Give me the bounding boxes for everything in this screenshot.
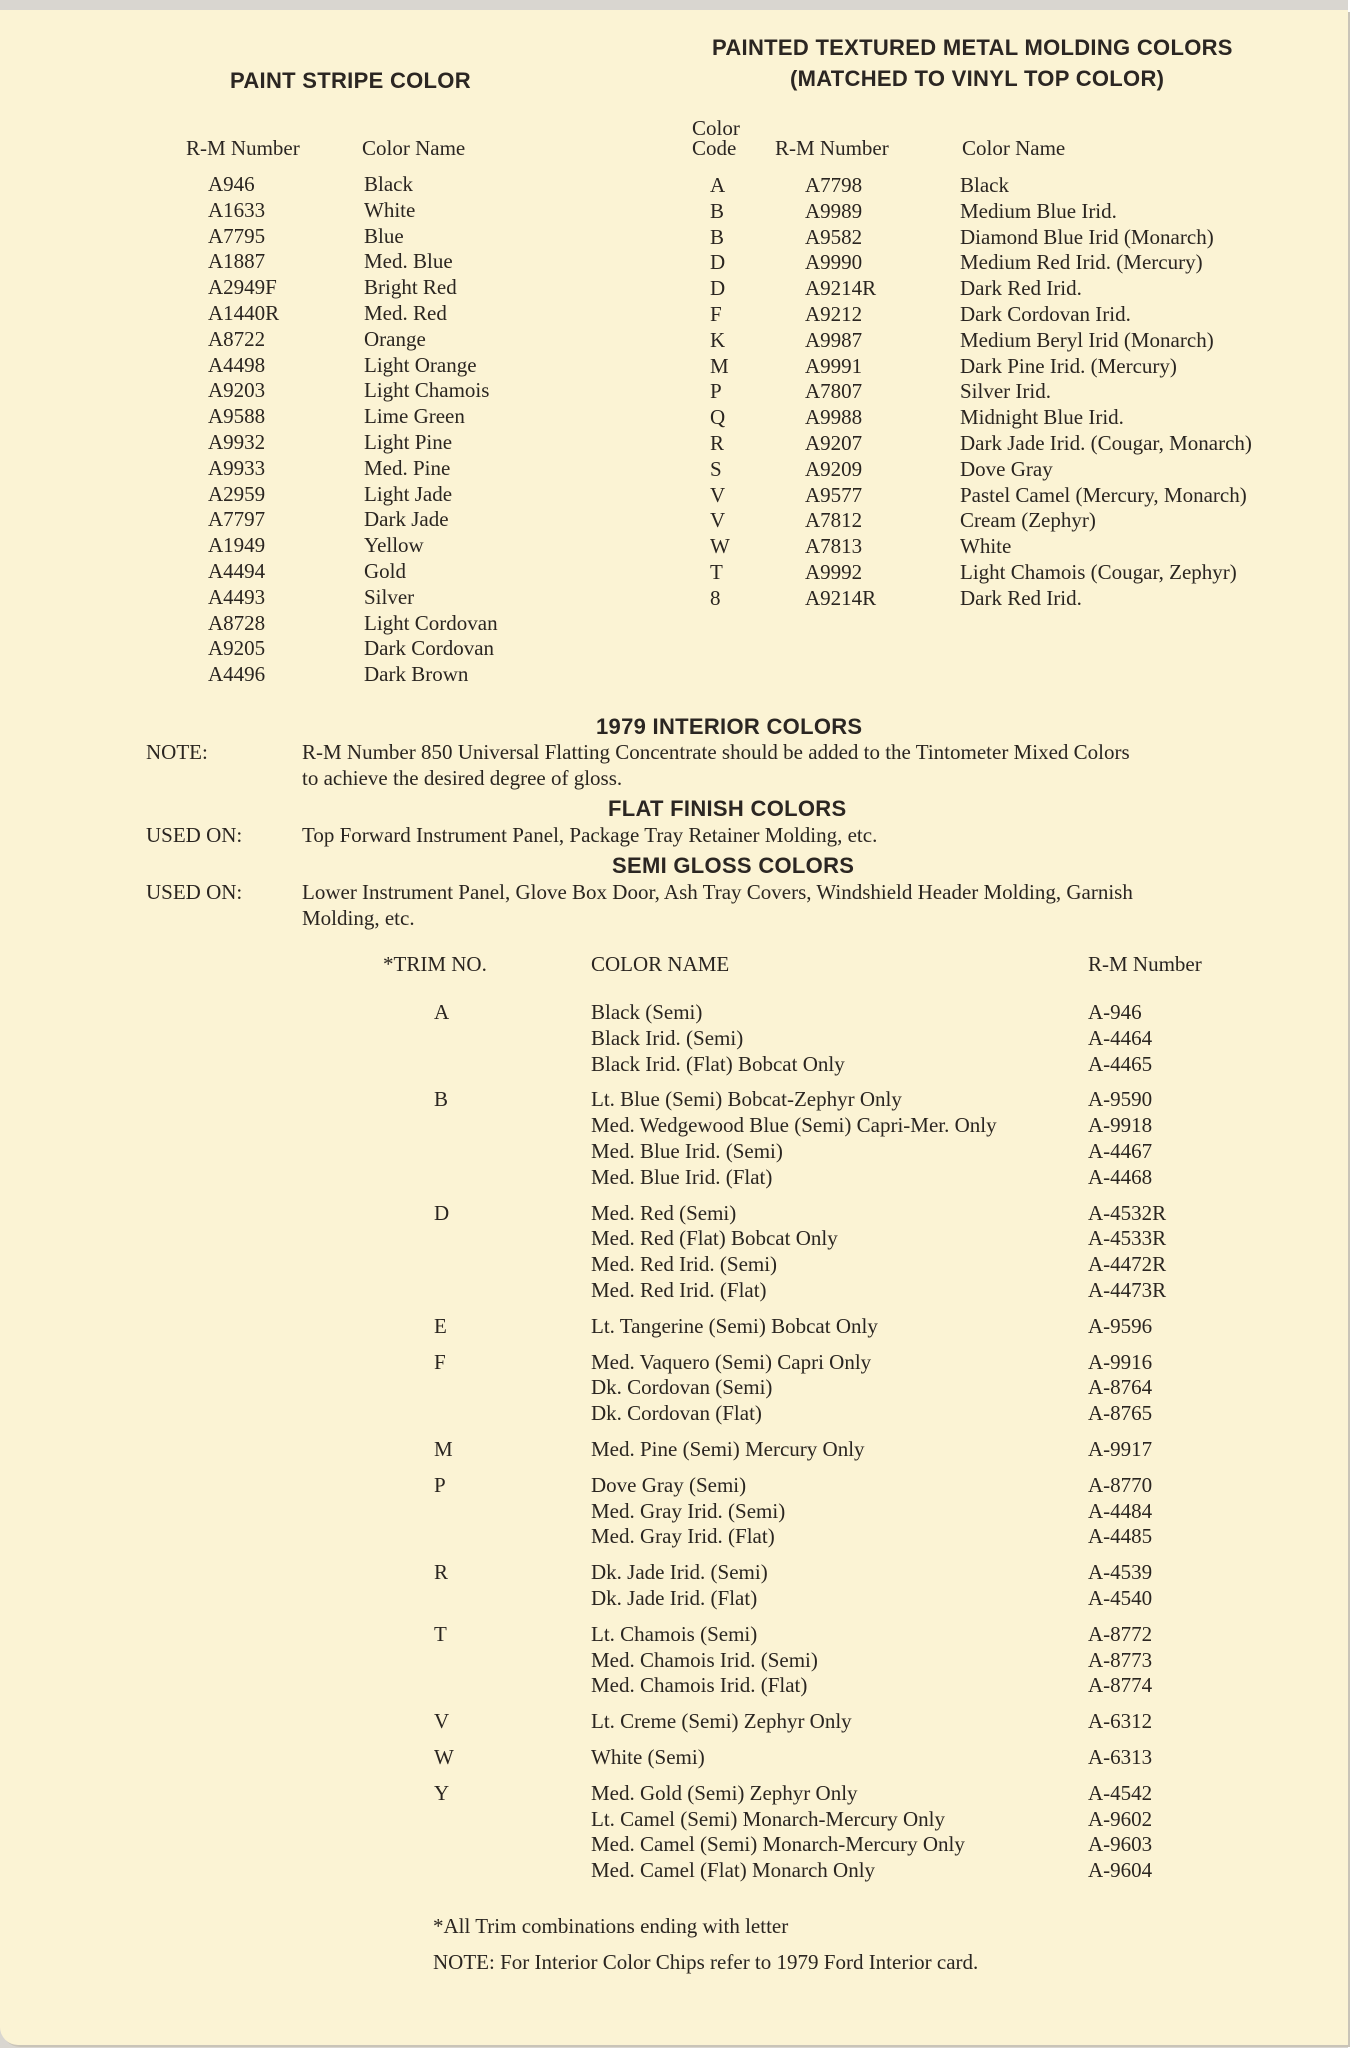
molding-name-cell: Silver Irid. xyxy=(960,379,1051,404)
trim-color-name: Med. Wedgewood Blue (Semi) Capri-Mer. Only xyxy=(591,1113,997,1138)
trim-number: V xyxy=(434,1709,450,1734)
trim-rm-number: A-946 xyxy=(1088,1000,1142,1024)
flat-finish-title: FLAT FINISH COLORS xyxy=(608,796,847,821)
molding-name-cell: Medium Blue Irid. xyxy=(960,198,1117,223)
page-edge xyxy=(1348,0,1358,2048)
molding-name-cell: Pastel Camel (Mercury, Monarch) xyxy=(960,482,1247,507)
molding-rm-cell: A7813 xyxy=(805,534,863,559)
paint-stripe-name-cell: Med. Pine xyxy=(364,455,451,480)
trim-rm-number: A-6313 xyxy=(1088,1745,1153,1769)
trim-number: P xyxy=(434,1472,446,1497)
molding-name-cell: Diamond Blue Irid (Monarch) xyxy=(960,224,1214,249)
trim-number: R xyxy=(434,1560,449,1585)
molding-name-column xyxy=(960,173,1252,612)
trim-color-name: Med. Camel (Flat) Monarch Only xyxy=(591,1858,876,1883)
trim-color-name: White (Semi) xyxy=(591,1745,705,1769)
trim-rm-number: A-8773 xyxy=(1088,1647,1153,1672)
paint-stripe-name-cell: Gold xyxy=(364,558,406,583)
trim-rm-number: A-4539 xyxy=(1088,1560,1153,1585)
semi-gloss-used-on-label: USED ON: xyxy=(146,880,243,904)
paint-stripe-rm-cell: A1633 xyxy=(208,197,266,222)
semi-gloss-used-on-line2: Molding, etc. xyxy=(302,906,415,930)
molding-code-cell: B xyxy=(710,224,725,249)
paint-stripe-name-cell: Black xyxy=(364,172,413,196)
trim-color-name: Dk. Jade Irid. (Semi) xyxy=(591,1560,768,1585)
molding-title-line2: (MATCHED TO VINYL TOP COLOR) xyxy=(790,66,1165,91)
paint-stripe-rm-cell: A9588 xyxy=(208,404,266,429)
paint-stripe-title: PAINT STRIPE COLOR xyxy=(230,68,471,93)
molding-name-cell: Medium Beryl Irid (Monarch) xyxy=(960,327,1214,352)
trim-color-name: Lt. Camel (Semi) Monarch-Mercury Only xyxy=(591,1806,945,1831)
interior-note-line2: to achieve the desired degree of gloss. xyxy=(302,766,623,790)
trim-rm-number: A-8764 xyxy=(1088,1375,1153,1400)
paint-stripe-name-cell: Light Orange xyxy=(364,352,477,377)
trim-rm-number: A-9590 xyxy=(1088,1087,1153,1112)
paint-stripe-name-cell: Silver xyxy=(364,584,415,609)
trim-color-name: Dk. Cordovan (Flat) xyxy=(591,1401,762,1426)
trim-color-name: Black Irid. (Semi) xyxy=(591,1025,744,1050)
paint-stripe-rm-cell: A4493 xyxy=(208,584,266,609)
trim-color-name: Med. Pine (Semi) Mercury Only xyxy=(591,1437,865,1461)
paint-stripe-rm-cell: A9933 xyxy=(208,455,266,480)
molding-code-cell: V xyxy=(710,482,726,507)
molding-rm-cell: A9992 xyxy=(805,559,863,584)
molding-name-cell: Dark Jade Irid. (Cougar, Monarch) xyxy=(960,430,1252,455)
trim-color-name: Med. Red Irid. (Semi) xyxy=(591,1252,778,1277)
paint-stripe-name-cell: Light Chamois xyxy=(364,378,490,403)
trim-color-name: Med. Chamois Irid. (Flat) xyxy=(591,1673,808,1698)
molding-code-cell: M xyxy=(710,353,729,378)
trim-number: B xyxy=(434,1087,449,1112)
molding-rm-cell: A9990 xyxy=(805,250,863,275)
paint-stripe-rm-cell: A946 xyxy=(208,172,255,196)
trim-number: A xyxy=(434,1000,450,1024)
trim-rm-number: A-9602 xyxy=(1088,1806,1153,1831)
paint-stripe-rm-cell: A7797 xyxy=(208,507,266,532)
trim-number: W xyxy=(434,1745,454,1769)
trim-color-name: Dk. Cordovan (Semi) xyxy=(591,1375,773,1400)
trim-rm-number: A-6312 xyxy=(1088,1709,1153,1734)
molding-code-cell: P xyxy=(710,379,722,404)
molding-title-line1: PAINTED TEXTURED METAL MOLDING COLORS xyxy=(712,35,1233,60)
trim-color-name: Med. Red Irid. (Flat) xyxy=(591,1277,767,1302)
trim-rm-number: A-4473R xyxy=(1088,1277,1167,1302)
molding-code-cell: W xyxy=(710,534,730,559)
document-page xyxy=(0,10,1348,2045)
molding-rm-cell: A9209 xyxy=(805,456,863,481)
molding-col-code-header-line2: Code xyxy=(692,136,737,160)
trim-color-name: Lt. Blue (Semi) Bobcat-Zephyr Only xyxy=(591,1087,902,1112)
trim-color-name: Med. Camel (Semi) Monarch-Mercury Only xyxy=(591,1832,965,1857)
paint-stripe-name-cell: Light Cordovan xyxy=(364,610,498,635)
trim-color-name: Dove Gray (Semi) xyxy=(591,1472,747,1497)
trim-number: Y xyxy=(434,1780,450,1805)
paint-stripe-name-cell: Med. Red xyxy=(364,300,447,325)
molding-col-code-header-line1: Color xyxy=(692,116,740,140)
molding-rm-cell: A7807 xyxy=(805,379,863,404)
paint-stripe-rm-cell: A7795 xyxy=(208,223,266,248)
paint-stripe-rm-cell: A4498 xyxy=(208,352,266,377)
paint-stripe-name-cell: Lime Green xyxy=(364,404,465,429)
molding-rm-cell: A9582 xyxy=(805,224,863,249)
paint-stripe-rm-cell: A1440R xyxy=(208,300,280,325)
trim-rm-number: A-4464 xyxy=(1088,1025,1153,1050)
paint-stripe-name-cell: Blue xyxy=(364,223,404,248)
paint-stripe-rm-cell: A9205 xyxy=(208,636,266,661)
paint-stripe-rm-column xyxy=(208,172,279,688)
trim-rm-number: A-9596 xyxy=(1088,1313,1153,1338)
paint-stripe-name-column xyxy=(364,172,498,688)
interior-note-line1: R-M Number 850 Universal Flatting Concentrate should be added to the Tintometer Mixed Colors xyxy=(302,740,1130,764)
interior-title: 1979 INTERIOR COLORS xyxy=(596,714,863,739)
paint-stripe-col-name-header: Color Name xyxy=(362,136,466,160)
molding-rm-cell: A7798 xyxy=(805,173,863,197)
paint-stripe-rm-cell: A8728 xyxy=(208,610,266,635)
molding-code-cell: D xyxy=(710,276,726,301)
molding-code-cell: S xyxy=(710,456,722,481)
trim-number: F xyxy=(434,1349,446,1374)
trim-rm-number: A-8774 xyxy=(1088,1673,1153,1698)
paint-stripe-rm-cell: A9932 xyxy=(208,429,266,454)
footer-note: NOTE: For Interior Color Chips refer to 1979 Ford Interior card. xyxy=(433,1950,979,1974)
trim-color-name: Med. Vaquero (Semi) Capri Only xyxy=(591,1349,872,1374)
molding-name-cell: Dark Cordovan Irid. xyxy=(960,301,1131,326)
trim-rm-number: A-4533R xyxy=(1088,1226,1167,1251)
trim-rm-number: A-9916 xyxy=(1088,1349,1153,1374)
trim-rm-number: A-4465 xyxy=(1088,1051,1153,1076)
molding-code-cell: Q xyxy=(710,405,726,430)
trim-rm-number: A-4472R xyxy=(1088,1252,1167,1277)
trim-rm-number: A-8770 xyxy=(1088,1472,1153,1497)
trim-rm-number: A-8772 xyxy=(1088,1621,1153,1646)
trim-number: D xyxy=(434,1200,450,1225)
molding-name-cell: White xyxy=(960,534,1012,559)
trim-col-name-header: COLOR NAME xyxy=(591,952,730,976)
semi-gloss-used-on-line1: Lower Instrument Panel, Glove Box Door, Ash Tray Covers, Windshield Header Molding, Garnish xyxy=(302,880,1133,904)
flat-finish-used-on-label: USED ON: xyxy=(146,823,243,847)
trim-color-name: Med. Gray Irid. (Flat) xyxy=(591,1524,775,1549)
trim-color-name: Black Irid. (Flat) Bobcat Only xyxy=(591,1051,845,1076)
trim-rm-number: A-8765 xyxy=(1088,1401,1153,1426)
trim-rm-number: A-9603 xyxy=(1088,1832,1153,1857)
paint-stripe-rm-cell: A4494 xyxy=(208,558,266,583)
molding-col-name-header: Color Name xyxy=(962,136,1066,160)
paint-stripe-name-cell: Med. Blue xyxy=(364,249,453,274)
semi-gloss-title: SEMI GLOSS COLORS xyxy=(612,853,855,878)
molding-rm-cell: A9988 xyxy=(805,405,863,430)
trim-rm-number: A-9604 xyxy=(1088,1858,1153,1883)
trim-col-rm-header: R-M Number xyxy=(1088,952,1202,976)
molding-code-cell: F xyxy=(710,301,722,326)
trim-color-name: Dk. Jade Irid. (Flat) xyxy=(591,1585,758,1610)
paint-stripe-rm-cell: A2949F xyxy=(208,275,277,300)
molding-name-cell: Dark Pine Irid. (Mercury) xyxy=(960,353,1177,378)
molding-code-cell: 8 xyxy=(710,585,721,610)
trim-color-name: Med. Chamois Irid. (Semi) xyxy=(591,1647,818,1672)
molding-rm-cell: A9214R xyxy=(805,585,877,610)
trim-color-name: Black (Semi) xyxy=(591,1000,703,1024)
paint-stripe-name-cell: Yellow xyxy=(364,533,424,558)
molding-rm-cell: A9989 xyxy=(805,198,863,223)
paint-stripe-col-rm-header: R-M Number xyxy=(186,136,300,160)
trim-number: E xyxy=(434,1313,447,1338)
paint-stripe-name-cell: Dark Jade xyxy=(364,507,449,532)
molding-col-rm-header: R-M Number xyxy=(775,136,889,160)
molding-rm-cell: A9212 xyxy=(805,301,863,326)
paint-stripe-name-cell: Light Pine xyxy=(364,429,453,454)
paint-stripe-name-cell: Dark Brown xyxy=(364,662,469,687)
molding-name-cell: Dark Red Irid. xyxy=(960,276,1082,301)
trim-color-name: Med. Blue Irid. (Flat) xyxy=(591,1164,773,1189)
molding-rm-cell: A9991 xyxy=(805,353,863,378)
paint-stripe-name-cell: Light Jade xyxy=(364,481,453,506)
trim-number: M xyxy=(434,1437,453,1461)
molding-rm-cell: A9577 xyxy=(805,482,863,507)
molding-code-cell: A xyxy=(710,173,726,197)
trim-rm-number: A-4467 xyxy=(1088,1138,1153,1163)
molding-code-cell: K xyxy=(710,327,726,352)
trim-color-name: Lt. Chamois (Semi) xyxy=(591,1621,758,1646)
molding-rm-cell: A7812 xyxy=(805,508,863,533)
trim-rm-number: A-4542 xyxy=(1088,1780,1153,1805)
flat-finish-used-on-text: Top Forward Instrument Panel, Package Tray Retainer Molding, etc. xyxy=(302,823,878,847)
paint-stripe-rm-cell: A1949 xyxy=(208,533,266,558)
molding-name-cell: Dark Red Irid. xyxy=(960,585,1082,610)
molding-rm-column xyxy=(805,173,876,612)
trim-color-name: Med. Blue Irid. (Semi) xyxy=(591,1138,783,1163)
paint-stripe-name-cell: Bright Red xyxy=(364,275,457,300)
molding-code-cell: V xyxy=(710,508,726,533)
paint-stripe-name-cell: White xyxy=(364,197,416,222)
paint-stripe-rm-cell: A1887 xyxy=(208,249,266,274)
trim-rm-number: A-4484 xyxy=(1088,1498,1153,1523)
paint-stripe-rm-cell: A4496 xyxy=(208,662,266,687)
paint-stripe-name-cell: Orange xyxy=(364,326,426,351)
molding-rm-cell: A9207 xyxy=(805,430,863,455)
molding-name-cell: Black xyxy=(960,173,1009,197)
trim-rm-number: A-4540 xyxy=(1088,1585,1153,1610)
trim-color-name: Med. Red (Semi) xyxy=(591,1200,737,1225)
paint-stripe-rm-cell: A8722 xyxy=(208,326,266,351)
trim-col-trim-header: *TRIM NO. xyxy=(383,952,487,976)
trim-color-name: Med. Gold (Semi) Zephyr Only xyxy=(591,1780,858,1805)
trim-rm-number: A-4485 xyxy=(1088,1524,1153,1549)
molding-code-column xyxy=(710,173,730,612)
trim-number: T xyxy=(434,1621,447,1646)
trim-color-name: Lt. Tangerine (Semi) Bobcat Only xyxy=(591,1313,878,1338)
trim-rm-number: A-4468 xyxy=(1088,1164,1153,1189)
molding-code-cell: T xyxy=(710,559,723,584)
molding-code-cell: B xyxy=(710,198,725,223)
trim-color-name: Lt. Creme (Semi) Zephyr Only xyxy=(591,1709,852,1734)
molding-name-cell: Cream (Zephyr) xyxy=(960,508,1096,533)
trim-rm-number: A-4532R xyxy=(1088,1200,1167,1225)
interior-note-label: NOTE: xyxy=(146,740,208,764)
paint-stripe-rm-cell: A2959 xyxy=(208,481,266,506)
molding-code-cell: R xyxy=(710,430,725,455)
molding-name-cell: Midnight Blue Irid. xyxy=(960,405,1124,430)
trim-footnote: *All Trim combinations ending with letter xyxy=(433,1914,789,1938)
molding-rm-cell: A9214R xyxy=(805,276,877,301)
molding-rm-cell: A9987 xyxy=(805,327,863,352)
molding-code-cell: D xyxy=(710,250,726,275)
molding-name-cell: Light Chamois (Cougar, Zephyr) xyxy=(960,559,1237,584)
trim-rm-number: A-9917 xyxy=(1088,1437,1153,1461)
paint-stripe-rm-cell: A9203 xyxy=(208,378,266,403)
trim-color-name: Med. Red (Flat) Bobcat Only xyxy=(591,1226,838,1251)
molding-name-cell: Dove Gray xyxy=(960,456,1053,481)
trim-rm-number: A-9918 xyxy=(1088,1113,1153,1138)
paint-stripe-name-cell: Dark Cordovan xyxy=(364,636,495,661)
trim-color-name: Med. Gray Irid. (Semi) xyxy=(591,1498,786,1523)
molding-name-cell: Medium Red Irid. (Mercury) xyxy=(960,250,1203,275)
